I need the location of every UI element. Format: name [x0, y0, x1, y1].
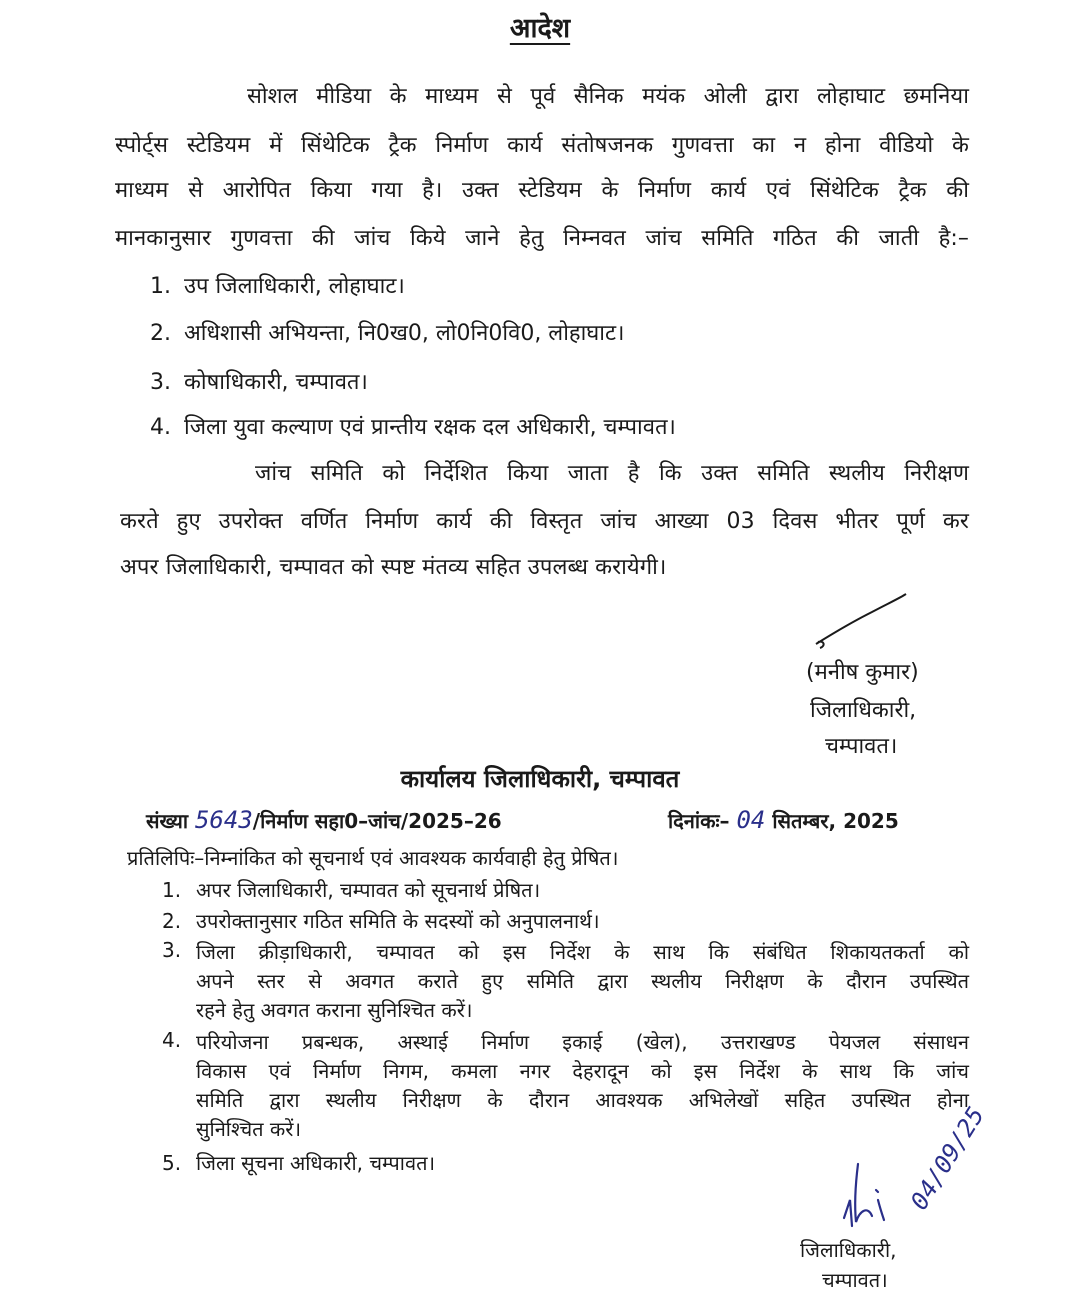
reference-number: संख्या 5643/निर्माण सहा0–जांच/2025–26 — [146, 806, 502, 834]
committee-item: 4. जिला युवा कल्याण एवं प्रान्तीय रक्षक दल अधिकारी, चम्पावत। — [150, 415, 676, 440]
paragraph-line-3: माध्यम से आरोपित किया गया है। उक्त स्टेडियम के निर्माण कार्य एवं सिंथेटिक ट्रैक की — [115, 178, 969, 203]
copy-item: 3. — [162, 938, 182, 962]
direction-line-1: जांच समिति को निर्देशित किया जाता है कि उक्त समिति स्थलीय निरीक्षण — [255, 461, 969, 486]
signature-mark — [812, 592, 912, 652]
paragraph-line-4: मानकानुसार गुणवत्ता की जांच किये जाने हेतु निम्नवत जांच समिति गठित की जाती है:– — [115, 226, 969, 251]
copy-intro: प्रतिलिपिः–निम्नांकित को सूचनार्थ एवं आवश्यक कार्यवाही हेतु प्रेषित। — [127, 846, 619, 870]
copy-item-line: सुनिश्चित करें। — [196, 1117, 302, 1141]
office-heading: कार्यालय जिलाधिकारी, चम्पावत — [400, 765, 680, 793]
copy-item-line: अपने स्तर से अवगत कराते हुए समिति द्वारा स्थलीय निरीक्षण के दौरान उपस्थित — [196, 969, 969, 993]
copy-item: 1. अपर जिलाधिकारी, चम्पावत को सूचनार्थ प्रेषित। — [162, 878, 541, 902]
copy-item-line: रहने हेतु अवगत कराना सुनिश्चित करें। — [196, 998, 473, 1022]
copy-item: 2. उपरोक्तानुसार गठित समिति के सदस्यों को अनुपालनार्थ। — [162, 909, 600, 933]
direction-line-3: अपर जिलाधिकारी, चम्पावत को स्पष्ट मंतव्य सहित उपलब्ध करायेगी। — [120, 555, 667, 580]
copy-item-line: जिला क्रीड़ाधिकारी, चम्पावत को इस निर्देश के साथ कि संबंधित शिकायतकर्ता को — [196, 940, 969, 964]
copy-item: 4. — [162, 1028, 182, 1052]
handwritten-ref-number: 5643 — [194, 806, 253, 834]
handwritten-date: 04 — [736, 806, 766, 834]
signatory-place: चम्पावत। — [825, 734, 898, 759]
signatory-name: (मनीष कुमार) — [806, 660, 919, 685]
copy-item-line: समिति द्वारा स्थलीय निरीक्षण के दौरान आवश्यक अभिलेखों सहित उपस्थित होना — [196, 1088, 969, 1112]
direction-line-2: करते हुए उपरोक्त वर्णित निर्माण कार्य की विस्तृत जांच आख्या 03 दिवस भीतर पूर्ण कर — [120, 509, 969, 534]
committee-item: 1. उप जिलाधिकारी, लोहाघाट। — [150, 274, 405, 299]
order-title: आदेश — [509, 13, 571, 44]
paragraph-line-2: स्पोर्ट्स स्टेडियम में सिंथेटिक ट्रैक निर्माण कार्य संतोषजनक गुणवत्ता का न होना वीडियो के — [115, 133, 969, 158]
committee-item: 3. कोषाधिकारी, चम्पावत। — [150, 370, 368, 395]
paragraph-line-1: सोशल मीडिया के माध्यम से पूर्व सैनिक मयंक ओली द्वारा लोहाघाट छमनिया — [247, 84, 969, 109]
copy-item-line: परियोजना प्रबन्धक, अस्थाई निर्माण इकाई (खेल), उत्तराखण्ड पेयजल संसाधन — [196, 1030, 969, 1054]
signatory-designation: जिलाधिकारी, — [810, 698, 917, 723]
copy-signatory-place: चम्पावत। — [822, 1268, 888, 1292]
copy-item-line: विकास एवं निर्माण निगम, कमला नगर देहरादून को इस निर्देश के साथ कि जांच — [196, 1059, 969, 1083]
copy-item: 5. जिला सूचना अधिकारी, चम्पावत। — [162, 1151, 436, 1175]
committee-item: 2. अधिशासी अभियन्ता, नि0ख0, लो0नि0वि0, लोहाघाट। — [150, 321, 625, 346]
handwritten-sign-date: 04/09/25 — [905, 1101, 991, 1215]
copy-signatory-designation: जिलाधिकारी, — [800, 1238, 897, 1262]
reference-date: दिनांकः– 04 सितम्बर, 2025 — [668, 806, 899, 834]
